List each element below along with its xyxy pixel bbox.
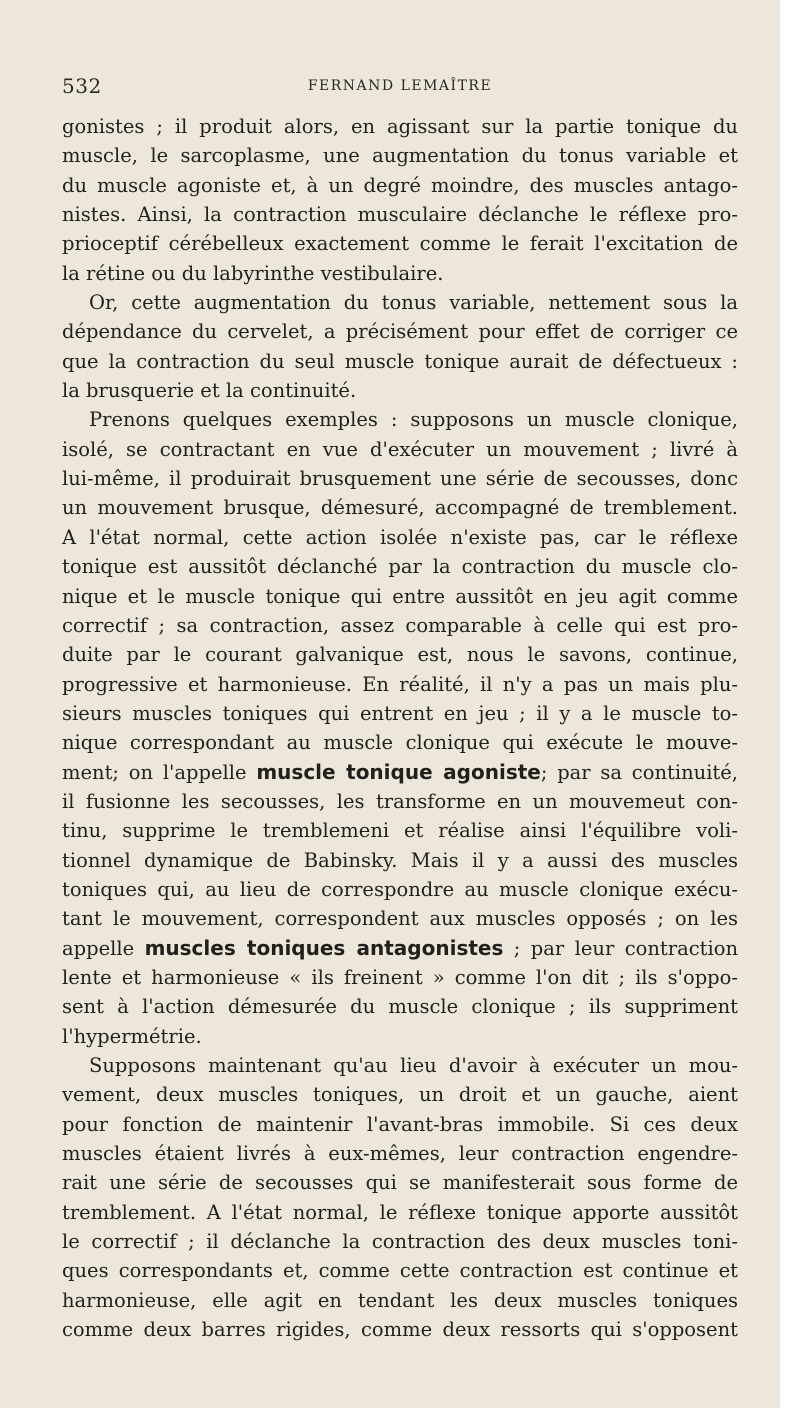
text-line: A l'état normal, cette action isolée n'existe pas, car le réflexe: [62, 525, 738, 549]
text-line: pour fonction de maintenir l'avant-bras immobile. Si ces deux: [62, 1112, 738, 1136]
text-line: sent à l'action démesurée du muscle clonique ; ils suppriment: [62, 995, 738, 1019]
text-line: muscles étaient livrés à eux-mêmes, leur contraction engendre-: [62, 1142, 738, 1166]
text-line: du muscle agoniste et, à un degré moindre, des muscles antago-: [62, 173, 738, 197]
text-line: tremblement. A l'état normal, le réflexe tonique apporte aussitôt: [62, 1200, 738, 1224]
text-line: nistes. Ainsi, la contraction musculaire déclanche le réflexe pro-: [62, 203, 738, 227]
text-line: harmonieuse, elle agit en tendant les deux muscles toniques: [62, 1288, 738, 1312]
text-line: lui-même, il produirait brusquement une série de secousses, donc: [62, 467, 738, 491]
text-line: duite par le courant galvanique est, nous le savons, continue,: [62, 643, 738, 667]
text-line: lente et harmonieuse « ils freinent » comme l'on dit ; ils s'oppo-: [62, 965, 738, 989]
text-line: le correctif ; il déclanche la contraction des deux muscles toni-: [62, 1230, 738, 1254]
page-edge: [780, 0, 790, 1408]
text-line: isolé, se contractant en vue d'exécuter un mouvement ; livré à: [62, 437, 738, 461]
emphasis-muscles-toniques-antagonistes: muscles toniques antagonistes: [144, 935, 504, 960]
page-number: 532: [62, 74, 102, 98]
paragraph-start-line: Supposons maintenant qu'au lieu d'avoir à exécuter un mou-: [89, 1054, 738, 1077]
text-line: vement, deux muscles toniques, un droit et un gauche, aient: [62, 1083, 738, 1107]
body-text: [62, 112, 738, 1344]
text-line-with-emphasis: [62, 758, 738, 787]
text-line: toniques qui, au lieu de correspondre au muscle clonique exécu-: [62, 877, 738, 901]
text-line: la rétine ou du labyrinthe vestibulaire.: [62, 261, 444, 285]
line-text: ; par sa continuité,: [540, 760, 739, 784]
text-line: nique et le muscle tonique qui entre aussitôt en jeu agit comme: [62, 584, 738, 608]
text-line: comme deux barres rigides, comme deux ressorts qui s'opposent: [62, 1318, 738, 1342]
text-line: progressive et harmonieuse. En réalité, il n'y a pas un mais plu-: [62, 672, 738, 696]
text-line: l'hypermétrie.: [62, 1024, 202, 1048]
text-line: tonique est aussitôt déclanché par la contraction du muscle clo-: [62, 555, 738, 579]
text-line: la brusquerie et la continuité.: [62, 379, 357, 403]
line-text: ment; on l'appelle: [62, 760, 257, 784]
paragraph-start-line: Or, cette augmentation du tonus variable, nettement sous la: [89, 291, 738, 315]
text-line: ques correspondants et, comme cette contraction est continue et: [62, 1259, 738, 1283]
text-line: tant le mouvement, correspondent aux muscles opposés ; on les: [62, 907, 738, 931]
line-text: ; par leur contraction: [503, 936, 739, 960]
running-head: [62, 74, 738, 104]
text-line: rait une série de secousses qui se manifesterait sous forme de: [62, 1171, 738, 1195]
text-line-with-emphasis: [62, 934, 738, 963]
text-line: dépendance du cervelet, a précisément pour effet de corriger ce: [62, 320, 738, 344]
text-line: il fusionne les secousses, les transforme en un mouvemeut con-: [62, 789, 738, 813]
text-line: tinu, supprime le tremblemeni et réalise ainsi l'équilibre voli-: [62, 819, 738, 843]
emphasis-muscle-tonique-agoniste: muscle tonique agoniste: [256, 759, 541, 784]
text-line: que la contraction du seul muscle tonique aurait de défectueux :: [62, 349, 738, 373]
text-line: sieurs muscles toniques qui entrent en jeu ; il y a le muscle to-: [62, 701, 738, 725]
text-line: muscle, le sarcoplasme, une augmentation du tonus variable et: [62, 144, 738, 168]
text-line: un mouvement brusque, démesuré, accompagné de tremblement.: [62, 496, 738, 520]
line-text: appelle: [62, 936, 145, 960]
text-line: prioceptif cérébelleux exactement comme le ferait l'excitation de: [62, 232, 738, 256]
text-line: correctif ; sa contraction, assez comparable à celle qui est pro-: [62, 613, 738, 637]
running-title: FERNAND LEMAÎTRE: [307, 78, 493, 94]
paragraph-start-line: Prenons quelques exemples : supposons un muscle clonique,: [89, 408, 738, 432]
text-line: tionnel dynamique de Babinsky. Mais il y a aussi des muscles: [62, 848, 738, 872]
text-line: nique correspondant au muscle clonique qui exécute le mouve-: [62, 731, 738, 755]
text-line: gonistes ; il produit alors, en agissant sur la partie tonique du: [62, 115, 738, 138]
